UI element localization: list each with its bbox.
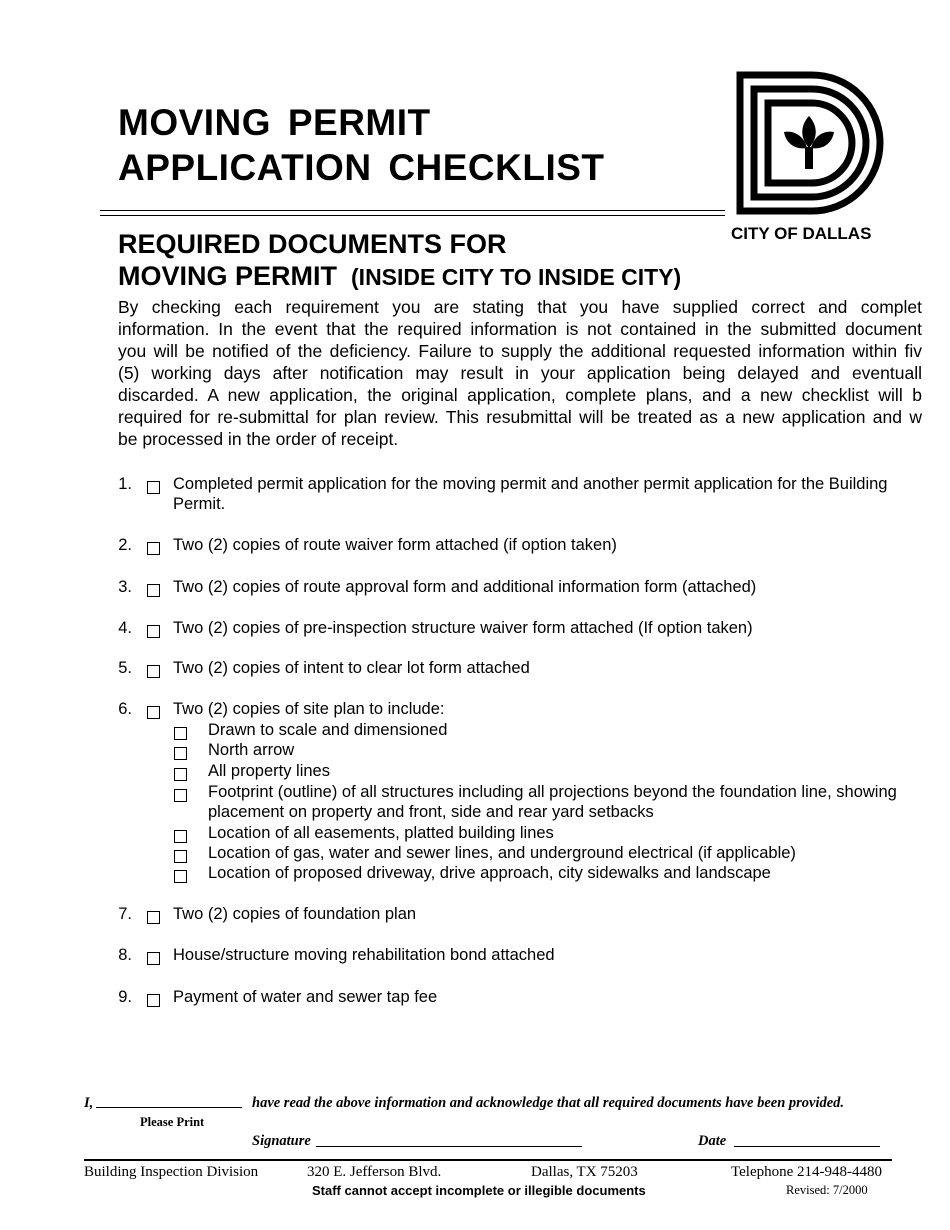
intro-line: you will be notified of the deficiency. Failure to supply the additional requested information within fiv	[118, 341, 922, 361]
item-5-text: Two (2) copies of intent to clear lot form attached	[173, 659, 530, 677]
subitem-text: Drawn to scale and dimensioned	[208, 721, 448, 739]
ack-statement: have read the above information and acknowledge that all required documents have been provided.	[252, 1095, 845, 1111]
signature-field[interactable]	[316, 1146, 582, 1147]
subitem-checkbox[interactable]	[174, 830, 187, 843]
item-9-text: Payment of water and sewer tap fee	[173, 988, 438, 1006]
subitem-text: North arrow	[208, 741, 295, 759]
print-label: Please Print	[140, 1115, 205, 1129]
footer-notice: Staff cannot accept incomplete or illegible documents	[312, 1183, 646, 1198]
section-heading	[118, 228, 681, 293]
subitem-checkbox[interactable]	[174, 747, 187, 760]
section-heading-qualifier: (INSIDE CITY TO INSIDE CITY)	[351, 264, 682, 290]
intro-line: discarded. A new application, the original application, complete plans, and a new checklist will b	[118, 385, 922, 405]
intro-line: By checking each requirement you are stating that you have supplied correct and complet	[118, 297, 922, 317]
signature-label: Signature	[252, 1133, 311, 1149]
subitem-checkbox[interactable]	[174, 850, 187, 863]
date-field[interactable]	[734, 1146, 880, 1147]
footer-city: Dallas, TX 75203	[531, 1164, 638, 1180]
intro-line: information. In the event that the required information is not contained in the submitted document	[118, 319, 922, 339]
title-line-1: MOVING PERMIT	[118, 102, 431, 143]
item-7-checkbox[interactable]	[147, 911, 160, 924]
item-8-checkbox[interactable]	[147, 952, 160, 965]
item-4-text: Two (2) copies of pre-inspection structure waiver form attached (If option taken)	[173, 619, 753, 637]
footer-revised: Revised: 7/2000	[786, 1183, 868, 1197]
footer-address: 320 E. Jefferson Blvd.	[307, 1164, 442, 1180]
subitem-checkbox[interactable]	[174, 870, 187, 883]
footer-telephone: Telephone 214-948-4480	[731, 1164, 882, 1180]
footer-rule	[84, 1159, 892, 1161]
item-number: 8.	[118, 946, 132, 964]
date-label: Date	[698, 1133, 727, 1149]
item-6-checkbox[interactable]	[147, 706, 160, 719]
item-number: 6.	[118, 700, 132, 718]
footer-division: Building Inspection Division	[84, 1164, 259, 1180]
subitem-checkbox[interactable]	[174, 789, 187, 802]
name-field[interactable]	[96, 1107, 242, 1108]
city-name: CITY OF DALLAS	[731, 224, 872, 243]
section-heading-line-2: MOVING PERMIT (INSIDE CITY TO INSIDE CITY)	[118, 261, 682, 291]
subitem-text: All property lines	[208, 762, 330, 780]
item-number: 7.	[118, 905, 132, 923]
header-rule-bottom	[100, 215, 725, 216]
intro-line: required for re-submittal for plan review. This resubmittal will be treated as a new application and w	[118, 407, 922, 427]
title-line-2: APPLICATION CHECKLIST	[118, 147, 605, 188]
city-of-dallas-logo	[730, 68, 890, 218]
subitem-checkbox[interactable]	[174, 727, 187, 740]
ack-prefix: I,	[84, 1095, 94, 1111]
item-number: 2.	[118, 536, 132, 554]
subitem-text: Location of all easements, platted building lines	[208, 824, 554, 842]
item-3-text: Two (2) copies of route approval form and additional information form (attached)	[173, 578, 757, 596]
item-number: 3.	[118, 578, 132, 596]
item-3-checkbox[interactable]	[147, 584, 160, 597]
item-number: 4.	[118, 619, 132, 637]
intro-paragraph	[118, 296, 922, 450]
item-9-checkbox[interactable]	[147, 994, 160, 1007]
section-heading-line-1: REQUIRED DOCUMENTS FOR	[118, 229, 507, 259]
subitem-text: Location of gas, water and sewer lines, and underground electrical (if applicable)	[208, 844, 796, 862]
subitem-text: Location of proposed driveway, drive approach, city sidewalks and landscape	[208, 864, 771, 882]
item-8-text: House/structure moving rehabilitation bond attached	[173, 946, 555, 964]
item-number: 5.	[118, 659, 132, 677]
item-1-text: Completed permit application for the moving permit and another permit application for the Building Permit.	[173, 475, 888, 513]
item-6-text: Two (2) copies of site plan to include:	[173, 700, 445, 718]
item-4-checkbox[interactable]	[147, 625, 160, 638]
intro-line: (5) working days after notification may result in your application being delayed and eventuall	[118, 363, 922, 383]
item-2-checkbox[interactable]	[147, 542, 160, 555]
item-1-checkbox[interactable]	[147, 481, 160, 494]
subitem-text: Footprint (outline) of all structures including all projections beyond the foundation line, showing placement on property and front, side and rear yard setbacks	[208, 783, 897, 821]
subitem-checkbox[interactable]	[174, 768, 187, 781]
item-2-text: Two (2) copies of route waiver form attached (if option taken)	[173, 536, 617, 554]
item-7-text: Two (2) copies of foundation plan	[173, 905, 417, 923]
intro-line: be processed in the order of receipt.	[118, 429, 399, 449]
item-number: 9.	[118, 988, 132, 1006]
item-5-checkbox[interactable]	[147, 665, 160, 678]
item-number: 1.	[118, 475, 132, 493]
header-rule-top	[100, 210, 725, 211]
page-title	[118, 100, 605, 190]
